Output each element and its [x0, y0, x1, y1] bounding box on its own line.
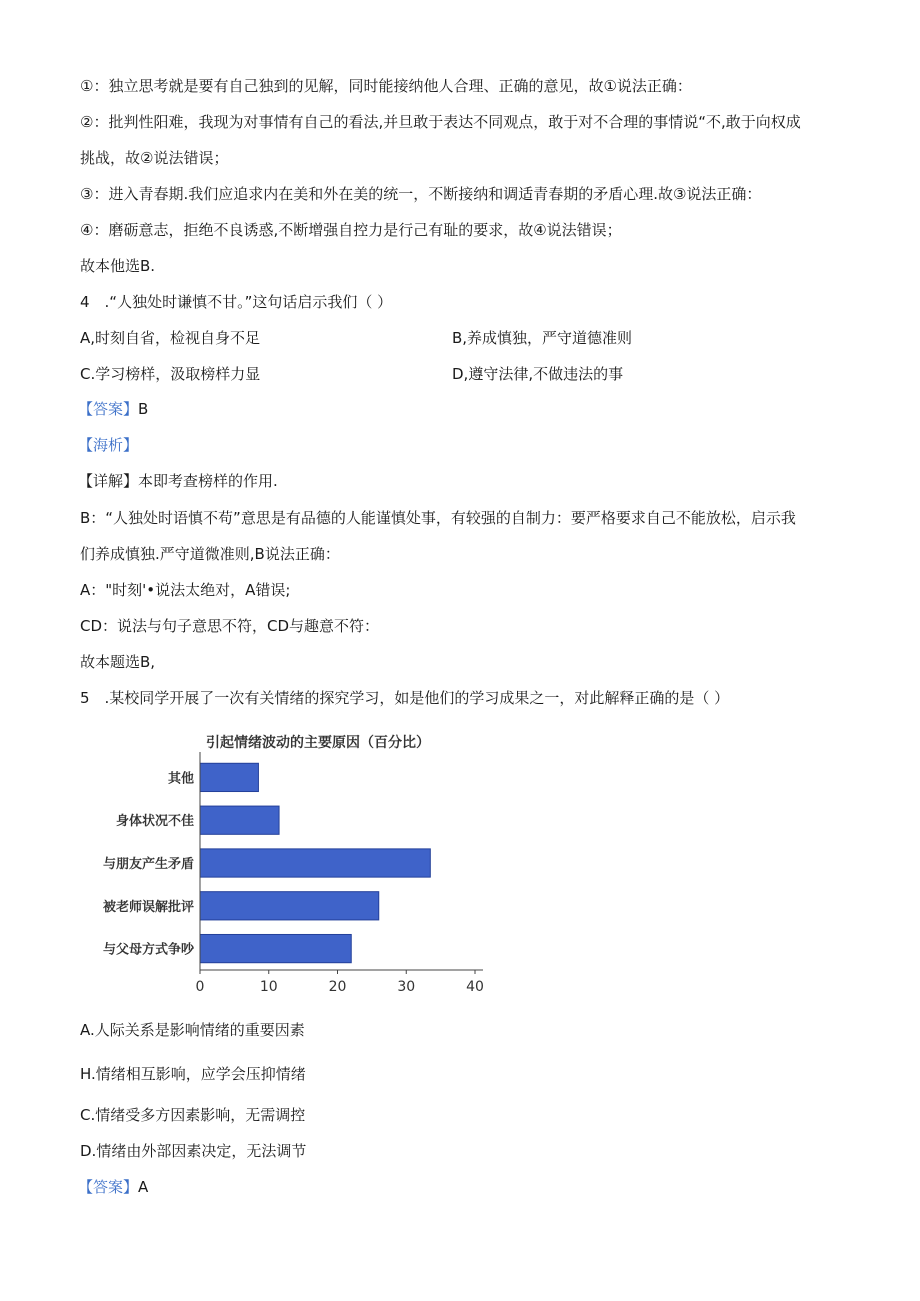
q4-option-b: B,养成慎独，严守道德准则 — [452, 329, 633, 347]
q5-option-h: H.情绪相互影响，应学会压抑情绪 — [80, 1065, 306, 1083]
explanation-item-1: ①：独立思考就是要有自己独到的见解，同时能接纳他人合理、正确的意见，故①说法正确： — [80, 77, 692, 95]
q4-cd-line: CD：说法与句子意思不符，CD与趣意不符： — [80, 617, 380, 635]
chart-category-label: 与朋友产生矛盾 — [102, 857, 194, 872]
q4-b-line-1: B：“人独处时语慎不苟”意思是有品德的人能谨慎处事，有较强的自制力：要严格要求自己不能放松，启示我 — [80, 509, 796, 527]
chart-title: 引起情绪波动的主要原因（百分比） — [206, 735, 430, 751]
q5-answer — [78, 1177, 148, 1197]
q4-answer-value: B — [138, 400, 149, 418]
chart-bar — [200, 806, 279, 834]
chart-category-label: 其他 — [167, 771, 194, 787]
q4-option-d: D,遵守法律,不做违法的事 — [452, 365, 624, 383]
chart-x-tick-label: 0 — [195, 979, 205, 995]
q4-answer — [78, 399, 148, 419]
chart-bar — [200, 892, 379, 920]
q4-answer-tag: 【答案】 — [78, 400, 139, 418]
chart-x-tick-label: 30 — [397, 979, 416, 995]
q4-option-a: A,时刻自省，检视自身不足 — [80, 329, 261, 347]
q4-stem: 4 .“人独处时谦慎不甘。”这句话启示我们（ ） — [80, 293, 393, 311]
chart-bar — [200, 849, 430, 877]
explanation-conclusion: 故本他选B. — [80, 257, 156, 275]
q5-answer-value: A — [138, 1178, 149, 1196]
chart-x-tick-label: 20 — [328, 979, 347, 995]
q4-option-c: C.学习榜样，汲取榜样力显 — [80, 365, 261, 383]
chart-bar — [200, 934, 351, 962]
chart-category-label: 身体状况不佳 — [115, 814, 194, 830]
q5-option-a: A.人际关系是影响情绪的重要因素 — [80, 1021, 305, 1039]
q4-detail: 【详解】本即考查榜样的作用. — [78, 472, 278, 490]
emotion-causes-bar-chart — [74, 726, 494, 998]
chart-category-label: 与父母方式争吵 — [102, 942, 194, 958]
explanation-item-2-line-2: 挑战，故②说法错误； — [80, 149, 229, 167]
explanation-item-3: ③：进入青春期.我们应追求内在美和外在美的统一，不断接纳和调适青春期的矛盾心理.故③说法正确： — [80, 185, 762, 203]
q5-option-d: D.情绪由外部因素决定，无法调节 — [80, 1142, 307, 1160]
q4-b-line-2: 们养成慎独.严守道微准则,B说法正确： — [80, 545, 340, 563]
chart-category-label: 被老师误解批评 — [102, 899, 194, 915]
chart-x-tick-label: 10 — [259, 979, 278, 995]
q5-option-c: C.情绪受多方因素影响，无需调控 — [80, 1106, 306, 1124]
explanation-item-4: ④：磨砺意志，拒绝不良诱惑,不断增强自控力是行己有耻的要求，故④说法错误； — [80, 221, 622, 239]
q4-a-line: A："时刻'•说法太绝对，A错误; — [80, 581, 291, 599]
explanation-item-2-line-1: ②：批判性阳难，我现为对事情有自己的看法,并旦敢于表达不同观点，敢于对不合理的事情说“不,敢于向权成 — [80, 113, 801, 131]
q5-stem: 5 .某校同学开展了一次有关情绪的探究学习，如是他们的学习成果之一，对此解释正确的是（ ） — [80, 689, 730, 707]
q5-answer-tag: 【答案】 — [78, 1178, 139, 1196]
chart-x-tick-label: 40 — [466, 979, 484, 995]
q4-conclusion: 故本题选B, — [80, 653, 156, 671]
q4-analysis-tag: 【海析】 — [78, 436, 139, 454]
chart-bar — [200, 763, 258, 791]
